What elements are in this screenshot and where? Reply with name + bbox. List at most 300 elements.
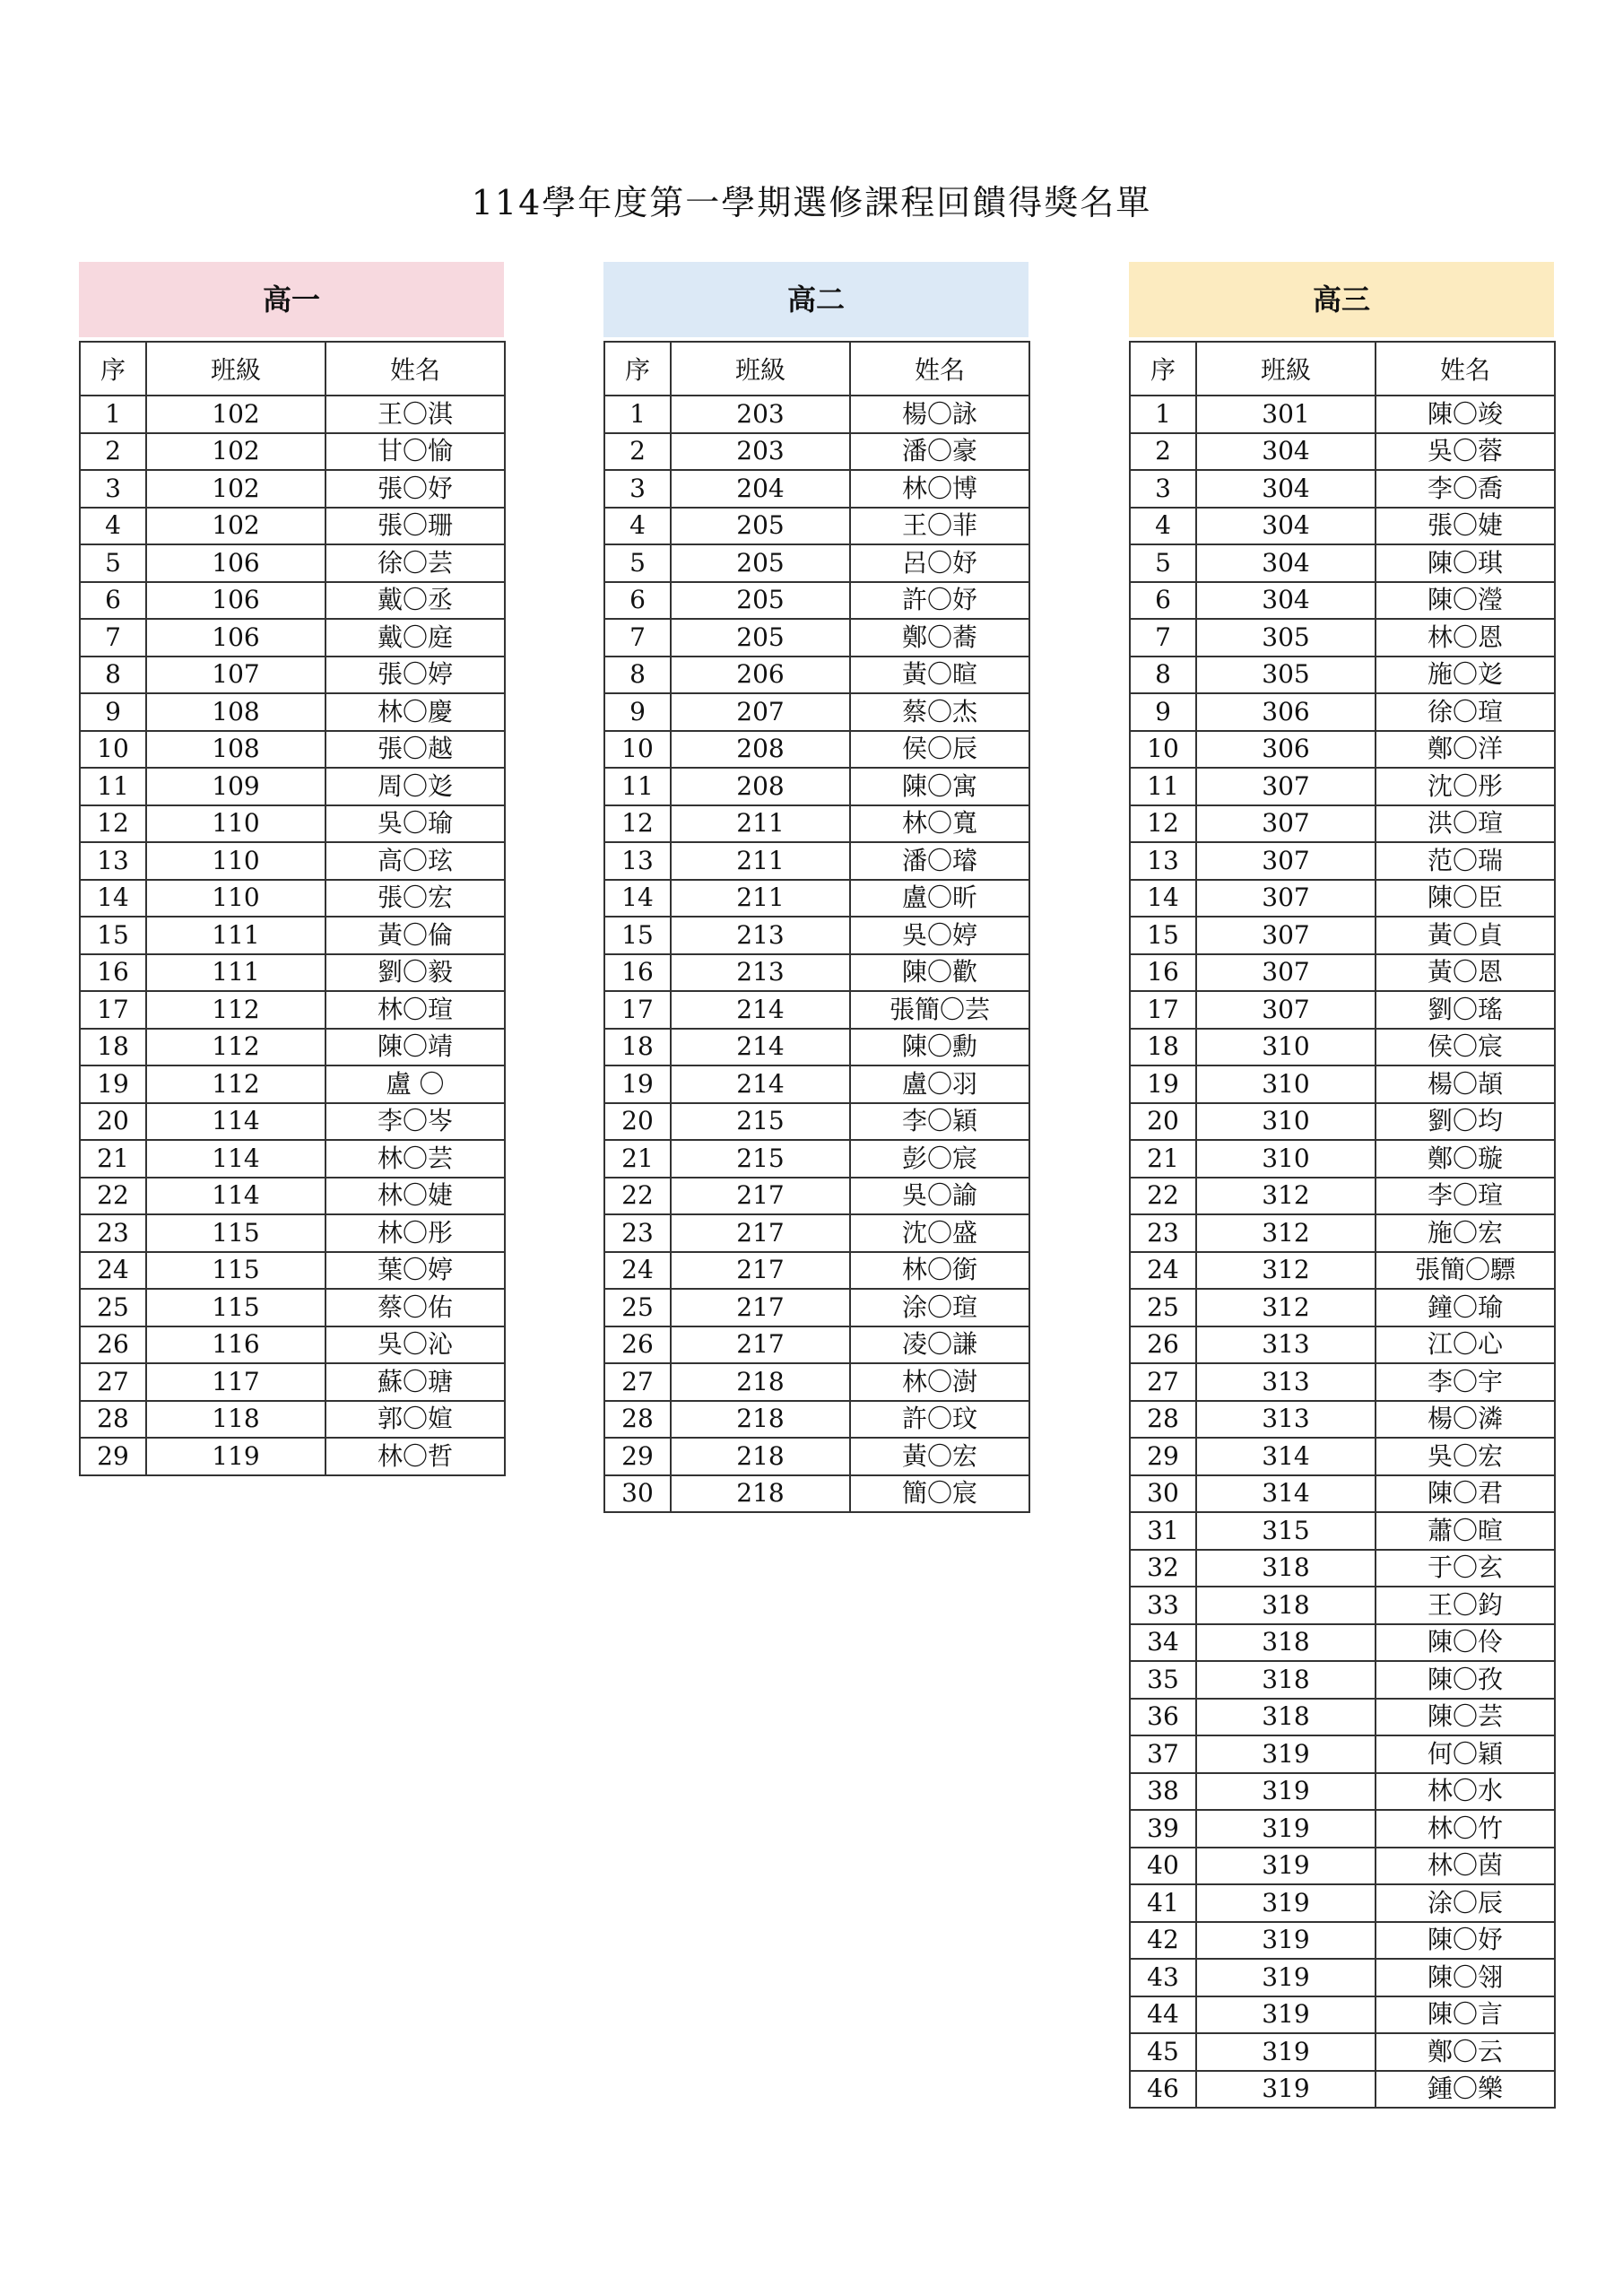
cell-class: 110 [146, 842, 325, 880]
cell-class: 115 [146, 1252, 325, 1290]
cell-class: 307 [1196, 954, 1376, 992]
table-row [1130, 1289, 1555, 1326]
cell-class: 215 [671, 1103, 850, 1141]
table-row [80, 917, 505, 954]
cell-name: 吳〇瑜 [325, 805, 505, 843]
cell-name: 林〇寬 [850, 805, 1029, 843]
cell-class: 306 [1196, 693, 1376, 731]
cell-number: 13 [1130, 842, 1196, 880]
cell-class: 307 [1196, 991, 1376, 1029]
cell-class: 203 [671, 433, 850, 471]
cell-class: 218 [671, 1438, 850, 1475]
table-row [80, 693, 505, 731]
table-row [604, 396, 1029, 433]
cell-number: 5 [604, 544, 671, 582]
cell-name: 盧 〇 [325, 1065, 505, 1103]
table-row [80, 657, 505, 694]
cell-number: 8 [1130, 657, 1196, 694]
cell-number: 2 [80, 433, 146, 471]
table-row [1130, 1512, 1555, 1550]
cell-class: 217 [671, 1178, 850, 1215]
cell-class: 319 [1196, 1810, 1376, 1848]
cell-number: 40 [1130, 1848, 1196, 1885]
cell-name: 劉〇均 [1376, 1103, 1555, 1141]
table-row [604, 582, 1029, 620]
cell-number: 43 [1130, 1959, 1196, 1996]
cell-number: 29 [604, 1438, 671, 1475]
grade-1-section [79, 262, 504, 1476]
cell-class: 116 [146, 1326, 325, 1364]
table-row [1130, 917, 1555, 954]
table-row [1130, 1326, 1555, 1364]
cell-name: 李〇宇 [1376, 1363, 1555, 1401]
table-row [1130, 1735, 1555, 1773]
cell-number: 22 [80, 1178, 146, 1215]
table-row [604, 1438, 1029, 1475]
cell-number: 6 [80, 582, 146, 620]
table-row [604, 508, 1029, 545]
cell-number: 13 [80, 842, 146, 880]
cell-name: 張〇妤 [325, 470, 505, 508]
cell-number: 41 [1130, 1884, 1196, 1922]
cell-class: 310 [1196, 1140, 1376, 1178]
table-row [1130, 1475, 1555, 1513]
cell-number: 7 [1130, 619, 1196, 657]
cell-class: 313 [1196, 1401, 1376, 1439]
table-row [80, 582, 505, 620]
cell-class: 312 [1196, 1252, 1376, 1290]
table-row [1130, 1103, 1555, 1141]
cell-class: 205 [671, 544, 850, 582]
cell-number: 11 [1130, 768, 1196, 805]
cell-class: 112 [146, 991, 325, 1029]
table-row [604, 1103, 1029, 1141]
cell-number: 23 [80, 1214, 146, 1252]
cell-name: 蘇〇瑭 [325, 1363, 505, 1401]
cell-name: 楊〇頡 [1376, 1065, 1555, 1103]
table-row [80, 805, 505, 843]
cell-name: 于〇玄 [1376, 1550, 1555, 1587]
cell-name: 何〇穎 [1376, 1735, 1555, 1773]
cell-name: 李〇喬 [1376, 470, 1555, 508]
cell-number: 3 [604, 470, 671, 508]
cell-class: 119 [146, 1438, 325, 1475]
cell-number: 12 [1130, 805, 1196, 843]
cell-class: 213 [671, 954, 850, 992]
cell-class: 307 [1196, 805, 1376, 843]
cell-number: 14 [80, 880, 146, 918]
cell-number: 28 [80, 1401, 146, 1439]
cell-number: 21 [1130, 1140, 1196, 1178]
table-row [604, 954, 1029, 992]
table-row [80, 991, 505, 1029]
cell-number: 16 [1130, 954, 1196, 992]
table-row [1130, 1810, 1555, 1848]
cell-name: 彭〇宸 [850, 1140, 1029, 1178]
cell-class: 313 [1196, 1363, 1376, 1401]
table-row [80, 508, 505, 545]
table-row [604, 1214, 1029, 1252]
cell-number: 15 [604, 917, 671, 954]
table-row [604, 1289, 1029, 1326]
cell-number: 6 [1130, 582, 1196, 620]
cell-name: 楊〇詠 [850, 396, 1029, 433]
column-header-name: 姓名 [1376, 342, 1555, 396]
cell-name: 范〇瑞 [1376, 842, 1555, 880]
table-row [604, 544, 1029, 582]
cell-class: 318 [1196, 1550, 1376, 1587]
cell-name: 張簡〇芸 [850, 991, 1029, 1029]
cell-name: 陳〇言 [1376, 1996, 1555, 2034]
cell-class: 114 [146, 1178, 325, 1215]
cell-number: 44 [1130, 1996, 1196, 2034]
grade-header: 高三 [1129, 262, 1554, 337]
cell-name: 陳〇妤 [1376, 1922, 1555, 1960]
table-row [604, 1140, 1029, 1178]
cell-name: 郭〇媗 [325, 1401, 505, 1439]
cell-number: 37 [1130, 1735, 1196, 1773]
page-title: 114學年度第一學期選修課程回饋得獎名單 [471, 183, 1152, 222]
cell-number: 17 [604, 991, 671, 1029]
cell-class: 215 [671, 1140, 850, 1178]
cell-class: 106 [146, 619, 325, 657]
table-row [604, 619, 1029, 657]
cell-class: 310 [1196, 1103, 1376, 1141]
cell-name: 沈〇彤 [1376, 768, 1555, 805]
cell-name: 林〇博 [850, 470, 1029, 508]
cell-class: 319 [1196, 1959, 1376, 1996]
table-row [604, 917, 1029, 954]
grade-2-section [603, 262, 1028, 1513]
table-row [80, 1289, 505, 1326]
table-row [604, 1029, 1029, 1066]
cell-class: 319 [1196, 2033, 1376, 2071]
cell-number: 22 [1130, 1178, 1196, 1215]
cell-number: 10 [1130, 731, 1196, 769]
grade-3-section [1129, 262, 1554, 2109]
table-row [80, 1438, 505, 1475]
cell-name: 鄭〇洋 [1376, 731, 1555, 769]
table-row [1130, 433, 1555, 471]
cell-class: 214 [671, 991, 850, 1029]
table-row [604, 1475, 1029, 1513]
cell-name: 陳〇寓 [850, 768, 1029, 805]
cell-number: 31 [1130, 1512, 1196, 1550]
table-row [1130, 1252, 1555, 1290]
cell-number: 8 [604, 657, 671, 694]
cell-name: 林〇慶 [325, 693, 505, 731]
cell-number: 10 [80, 731, 146, 769]
cell-number: 28 [1130, 1401, 1196, 1439]
cell-name: 戴〇庭 [325, 619, 505, 657]
cell-name: 張〇婷 [325, 657, 505, 694]
table-row [80, 1214, 505, 1252]
table-row [604, 731, 1029, 769]
cell-name: 林〇澍 [850, 1363, 1029, 1401]
table-row [1130, 768, 1555, 805]
table-row [1130, 1065, 1555, 1103]
cell-number: 46 [1130, 2071, 1196, 2109]
cell-class: 306 [1196, 731, 1376, 769]
cell-class: 319 [1196, 1773, 1376, 1811]
cell-name: 劉〇瑤 [1376, 991, 1555, 1029]
cell-number: 21 [80, 1140, 146, 1178]
cell-name: 李〇岑 [325, 1103, 505, 1141]
table-row [1130, 954, 1555, 992]
cell-number: 21 [604, 1140, 671, 1178]
table-row [1130, 2033, 1555, 2071]
cell-number: 15 [1130, 917, 1196, 954]
cell-name: 張〇越 [325, 731, 505, 769]
cell-number: 19 [604, 1065, 671, 1103]
table-row [1130, 1922, 1555, 1960]
cell-number: 22 [604, 1178, 671, 1215]
cell-number: 30 [1130, 1475, 1196, 1513]
cell-class: 319 [1196, 2071, 1376, 2109]
table-row [80, 1363, 505, 1401]
cell-name: 鍾〇樂 [1376, 2071, 1555, 2109]
column-header-number: 序 [80, 342, 146, 396]
cell-class: 305 [1196, 619, 1376, 657]
cell-class: 102 [146, 433, 325, 471]
cell-name: 蔡〇杰 [850, 693, 1029, 731]
cell-name: 凌〇謙 [850, 1326, 1029, 1364]
table-row [1130, 582, 1555, 620]
table-row [1130, 1959, 1555, 1996]
cell-number: 16 [80, 954, 146, 992]
cell-name: 王〇菲 [850, 508, 1029, 545]
cell-number: 24 [80, 1252, 146, 1290]
table-row [1130, 693, 1555, 731]
table-row [604, 433, 1029, 471]
table-row [1130, 508, 1555, 545]
cell-name: 陳〇芸 [1376, 1699, 1555, 1736]
column-header-name: 姓名 [850, 342, 1029, 396]
cell-class: 211 [671, 805, 850, 843]
cell-class: 310 [1196, 1029, 1376, 1066]
table-row [80, 1103, 505, 1141]
table-row [1130, 1699, 1555, 1736]
table-row [604, 1178, 1029, 1215]
cell-name: 鄭〇璇 [1376, 1140, 1555, 1178]
cell-name: 陳〇臣 [1376, 880, 1555, 918]
cell-name: 陳〇靖 [325, 1029, 505, 1066]
cell-number: 12 [604, 805, 671, 843]
cell-class: 304 [1196, 544, 1376, 582]
table-row [1130, 842, 1555, 880]
table-row [80, 1401, 505, 1439]
cell-number: 7 [604, 619, 671, 657]
cell-name: 林〇哲 [325, 1438, 505, 1475]
cell-name: 陳〇瀅 [1376, 582, 1555, 620]
cell-number: 18 [80, 1029, 146, 1066]
table-row [80, 1140, 505, 1178]
cell-class: 312 [1196, 1289, 1376, 1326]
cell-number: 33 [1130, 1587, 1196, 1624]
cell-name: 吳〇蓉 [1376, 433, 1555, 471]
cell-class: 318 [1196, 1699, 1376, 1736]
table-row [1130, 1996, 1555, 2034]
cell-class: 102 [146, 470, 325, 508]
cell-number: 5 [80, 544, 146, 582]
cell-class: 214 [671, 1065, 850, 1103]
table-row [604, 1363, 1029, 1401]
table-row [604, 1326, 1029, 1364]
cell-number: 36 [1130, 1699, 1196, 1736]
table-row [604, 1252, 1029, 1290]
cell-name: 陳〇伶 [1376, 1624, 1555, 1662]
cell-name: 許〇玟 [850, 1401, 1029, 1439]
cell-name: 林〇茵 [1376, 1848, 1555, 1885]
cell-number: 14 [604, 880, 671, 918]
award-table [1129, 341, 1556, 2109]
table-row [1130, 1401, 1555, 1439]
cell-number: 29 [80, 1438, 146, 1475]
table-row [80, 1252, 505, 1290]
cell-number: 18 [1130, 1029, 1196, 1066]
cell-name: 盧〇羽 [850, 1065, 1029, 1103]
cell-class: 203 [671, 396, 850, 433]
grade-header: 高一 [79, 262, 504, 337]
cell-name: 林〇彤 [325, 1214, 505, 1252]
cell-number: 11 [604, 768, 671, 805]
table-row [1130, 1587, 1555, 1624]
cell-class: 307 [1196, 768, 1376, 805]
cell-name: 江〇心 [1376, 1326, 1555, 1364]
cell-name: 王〇淇 [325, 396, 505, 433]
cell-name: 戴〇丞 [325, 582, 505, 620]
table-row [1130, 2071, 1555, 2109]
cell-name: 吳〇宏 [1376, 1438, 1555, 1475]
cell-name: 林〇芸 [325, 1140, 505, 1178]
cell-class: 207 [671, 693, 850, 731]
column-header-name: 姓名 [325, 342, 505, 396]
cell-class: 217 [671, 1326, 850, 1364]
table-row [604, 991, 1029, 1029]
cell-class: 111 [146, 917, 325, 954]
cell-class: 108 [146, 731, 325, 769]
cell-name: 吳〇婷 [850, 917, 1029, 954]
table-row [1130, 991, 1555, 1029]
table-row [1130, 1029, 1555, 1066]
cell-class: 319 [1196, 1735, 1376, 1773]
award-table [79, 341, 506, 1476]
cell-class: 102 [146, 508, 325, 545]
cell-name: 林〇竹 [1376, 1810, 1555, 1848]
cell-name: 洪〇瑄 [1376, 805, 1555, 843]
cell-number: 9 [80, 693, 146, 731]
cell-class: 318 [1196, 1587, 1376, 1624]
cell-class: 217 [671, 1289, 850, 1326]
cell-class: 208 [671, 768, 850, 805]
cell-class: 310 [1196, 1065, 1376, 1103]
cell-class: 109 [146, 768, 325, 805]
table-row [604, 657, 1029, 694]
cell-number: 3 [1130, 470, 1196, 508]
cell-number: 2 [1130, 433, 1196, 471]
cell-class: 108 [146, 693, 325, 731]
cell-class: 319 [1196, 1922, 1376, 1960]
cell-number: 20 [80, 1103, 146, 1141]
cell-name: 陳〇歡 [850, 954, 1029, 992]
table-row [604, 1401, 1029, 1439]
cell-number: 11 [80, 768, 146, 805]
cell-name: 陳〇孜 [1376, 1661, 1555, 1699]
cell-number: 27 [1130, 1363, 1196, 1401]
column-header-class: 班級 [671, 342, 850, 396]
cell-name: 李〇瑄 [1376, 1178, 1555, 1215]
cell-number: 24 [604, 1252, 671, 1290]
cell-class: 110 [146, 805, 325, 843]
cell-class: 217 [671, 1214, 850, 1252]
cell-class: 106 [146, 544, 325, 582]
cell-name: 李〇穎 [850, 1103, 1029, 1141]
cell-number: 30 [604, 1475, 671, 1513]
table-row [604, 470, 1029, 508]
cell-name: 呂〇妤 [850, 544, 1029, 582]
table-header-row [1130, 342, 1555, 396]
table-row [1130, 1773, 1555, 1811]
cell-number: 9 [604, 693, 671, 731]
cell-name: 張〇婕 [1376, 508, 1555, 545]
table-header-row [80, 342, 505, 396]
table-row [604, 880, 1029, 918]
cell-number: 26 [604, 1326, 671, 1364]
cell-number: 2 [604, 433, 671, 471]
column-header-class: 班級 [146, 342, 325, 396]
cell-class: 204 [671, 470, 850, 508]
cell-number: 19 [1130, 1065, 1196, 1103]
table-row [80, 1326, 505, 1364]
cell-name: 盧〇昕 [850, 880, 1029, 918]
table-row [1130, 1178, 1555, 1215]
cell-name: 施〇彣 [1376, 657, 1555, 694]
cell-number: 25 [604, 1289, 671, 1326]
cell-class: 307 [1196, 842, 1376, 880]
cell-name: 黃〇倫 [325, 917, 505, 954]
table-row [604, 1065, 1029, 1103]
cell-class: 205 [671, 582, 850, 620]
cell-name: 蕭〇暄 [1376, 1512, 1555, 1550]
cell-class: 304 [1196, 433, 1376, 471]
cell-class: 217 [671, 1252, 850, 1290]
table-row [1130, 731, 1555, 769]
table-row [80, 1029, 505, 1066]
cell-name: 林〇恩 [1376, 619, 1555, 657]
table-row [80, 880, 505, 918]
cell-class: 319 [1196, 1884, 1376, 1922]
cell-number: 35 [1130, 1661, 1196, 1699]
cell-number: 1 [80, 396, 146, 433]
cell-number: 19 [80, 1065, 146, 1103]
cell-name: 黃〇貞 [1376, 917, 1555, 954]
cell-number: 3 [80, 470, 146, 508]
cell-name: 鄭〇蕎 [850, 619, 1029, 657]
cell-class: 211 [671, 880, 850, 918]
table-row [80, 842, 505, 880]
cell-class: 205 [671, 619, 850, 657]
cell-number: 1 [1130, 396, 1196, 433]
table-row [80, 1178, 505, 1215]
cell-number: 20 [604, 1103, 671, 1141]
cell-number: 29 [1130, 1438, 1196, 1475]
cell-name: 許〇妤 [850, 582, 1029, 620]
column-header-number: 序 [1130, 342, 1196, 396]
cell-name: 林〇婕 [325, 1178, 505, 1215]
cell-name: 林〇銜 [850, 1252, 1029, 1290]
table-row [80, 470, 505, 508]
cell-number: 6 [604, 582, 671, 620]
